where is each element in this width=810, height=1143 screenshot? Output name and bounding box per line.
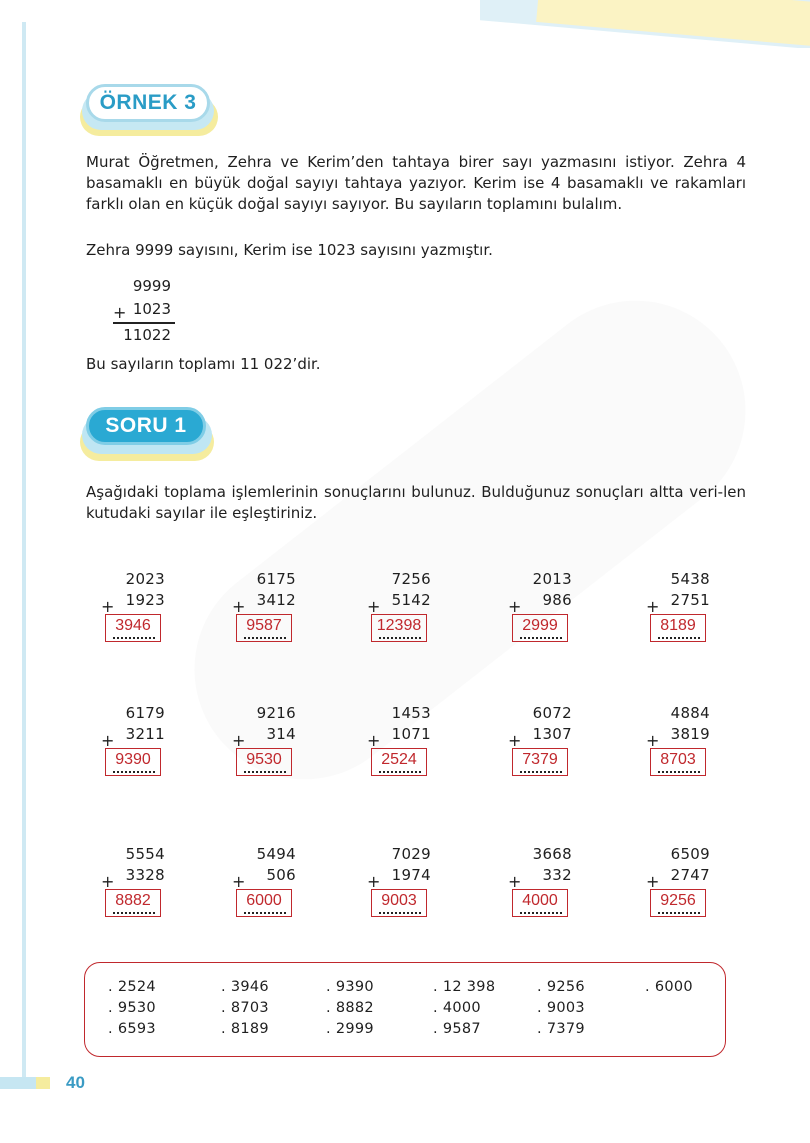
answer-option: . 2524 xyxy=(108,979,156,995)
addend-1: 6509 xyxy=(670,845,710,863)
answer-dotted-line xyxy=(520,637,562,639)
addition-problem xyxy=(508,570,582,650)
addend-2: 506 xyxy=(266,866,296,884)
plus-sign: + xyxy=(101,597,115,616)
answer-dotted-line xyxy=(658,912,700,914)
addition-problem xyxy=(101,570,175,650)
answer-dotted-line xyxy=(244,912,286,914)
plus-sign: + xyxy=(508,597,522,616)
answer-dotted-line xyxy=(113,637,155,639)
answer-option: . 3946 xyxy=(221,979,269,995)
handwritten-answer: 9390 xyxy=(115,751,151,768)
plus-sign: + xyxy=(646,597,660,616)
answer-option: . 6000 xyxy=(645,979,693,995)
answer-options-box xyxy=(84,962,726,1057)
question-badge: SORU 1 xyxy=(86,407,206,445)
answer-option: . 9390 xyxy=(326,979,374,995)
plus-sign: + xyxy=(232,731,246,750)
answer-option: . 9003 xyxy=(537,1000,585,1016)
addend-1: 5438 xyxy=(670,570,710,588)
answer-dotted-line xyxy=(658,771,700,773)
answer-option: . 8882 xyxy=(326,1000,374,1016)
plus-sign: + xyxy=(367,872,381,891)
addend-1: 6179 xyxy=(125,704,165,722)
addition-problem xyxy=(367,845,441,925)
handwritten-answer: 3946 xyxy=(115,617,151,634)
addend-2: 314 xyxy=(266,725,296,743)
addition-problem xyxy=(101,704,175,784)
addition-problem xyxy=(367,704,441,784)
addend-1: 9216 xyxy=(256,704,296,722)
footer-bar-yellow xyxy=(36,1077,50,1089)
addend-1: 5554 xyxy=(125,845,165,863)
addition-problem xyxy=(367,570,441,650)
handwritten-answer: 8703 xyxy=(660,751,696,768)
answer-dotted-line xyxy=(244,771,286,773)
plus-sign: + xyxy=(646,872,660,891)
addend-1: 7256 xyxy=(391,570,431,588)
addition-problem xyxy=(232,845,306,925)
plus-sign: + xyxy=(232,597,246,616)
answer-dotted-line xyxy=(379,771,421,773)
answer-dotted-line xyxy=(113,771,155,773)
example-sum-line xyxy=(113,322,175,324)
addend-2: 3328 xyxy=(125,866,165,884)
answer-dotted-line xyxy=(520,912,562,914)
example-result-text: Bu sayıların toplamı 11 022’dir. xyxy=(86,355,321,373)
addend-1: 5494 xyxy=(256,845,296,863)
footer-bar-blue xyxy=(0,1077,36,1089)
handwritten-answer: 7379 xyxy=(522,751,558,768)
addend-1: 1453 xyxy=(391,704,431,722)
page-number: 40 xyxy=(66,1073,85,1092)
addend-2: 5142 xyxy=(391,591,431,609)
addend-2: 3819 xyxy=(670,725,710,743)
handwritten-answer: 6000 xyxy=(246,892,282,909)
addition-problem xyxy=(646,704,720,784)
addition-problem xyxy=(101,845,175,925)
plus-sign: + xyxy=(101,872,115,891)
addend-2: 2747 xyxy=(670,866,710,884)
example-badge: ÖRNEK 3 xyxy=(86,84,210,122)
plus-sign: + xyxy=(508,872,522,891)
example-sum: 11022 xyxy=(123,326,171,344)
addition-problem xyxy=(646,845,720,925)
addend-2: 1307 xyxy=(532,725,572,743)
addend-1: 2013 xyxy=(532,570,572,588)
addend-2: 1974 xyxy=(391,866,431,884)
answer-dotted-line xyxy=(379,912,421,914)
handwritten-answer: 9256 xyxy=(660,892,696,909)
answer-option: . 9587 xyxy=(433,1021,481,1037)
addition-problem xyxy=(232,570,306,650)
addend-1: 4884 xyxy=(670,704,710,722)
answer-dotted-line xyxy=(113,912,155,914)
example-plus-sign: + xyxy=(113,303,127,322)
handwritten-answer: 9587 xyxy=(246,617,282,634)
answer-dotted-line xyxy=(520,771,562,773)
handwritten-answer: 8882 xyxy=(115,892,151,909)
addend-1: 6072 xyxy=(532,704,572,722)
example-addend-1: 9999 xyxy=(132,277,171,295)
plus-sign: + xyxy=(646,731,660,750)
example-addend-2: 1023 xyxy=(132,300,171,318)
addend-2: 3412 xyxy=(256,591,296,609)
handwritten-answer: 9003 xyxy=(381,892,417,909)
handwritten-answer: 2999 xyxy=(522,617,558,634)
handwritten-answer: 9530 xyxy=(246,751,282,768)
answer-option: . 7379 xyxy=(537,1021,585,1037)
answer-option: . 6593 xyxy=(108,1021,156,1037)
handwritten-answer: 2524 xyxy=(381,751,417,768)
question-text: Aşağıdaki toplama işlemlerinin sonuçlarını bulunuz. Bulduğunuz sonuçları altta veri-len kutudaki sayılar ile eşleştiriniz. xyxy=(86,483,746,522)
handwritten-answer: 12398 xyxy=(376,617,422,634)
answer-option: . 8703 xyxy=(221,1000,269,1016)
addend-2: 1071 xyxy=(391,725,431,743)
addend-1: 7029 xyxy=(391,845,431,863)
addition-problem xyxy=(232,704,306,784)
answer-option: . 2999 xyxy=(326,1021,374,1037)
example-given-text: Zehra 9999 sayısını, Kerim ise 1023 sayısını yazmıştır. xyxy=(86,241,493,259)
addend-2: 1923 xyxy=(125,591,165,609)
addition-problem xyxy=(646,570,720,650)
example-intro-text: Murat Öğretmen, Zehra ve Kerim’den tahtaya birer sayı yazmasını istiyor. Zehra 4 basamaklı en büyük doğal sayıyı tahtaya yazıyor. Kerim ise 4 basamaklı ve rakamları farklı olan en küçük doğal sayıyı sayıyor. Bu sayıların toplamını bulalım. xyxy=(86,153,746,213)
addend-1: 6175 xyxy=(256,570,296,588)
plus-sign: + xyxy=(508,731,522,750)
frame-line-left xyxy=(22,22,26,1082)
addition-problem xyxy=(508,704,582,784)
addend-1: 2023 xyxy=(125,570,165,588)
corner-decoration xyxy=(480,0,810,48)
addend-2: 986 xyxy=(542,591,572,609)
handwritten-answer: 4000 xyxy=(522,892,558,909)
addend-2: 3211 xyxy=(125,725,165,743)
plus-sign: + xyxy=(101,731,115,750)
answer-option: . 9256 xyxy=(537,979,585,995)
answer-dotted-line xyxy=(379,637,421,639)
plus-sign: + xyxy=(367,597,381,616)
answer-dotted-line xyxy=(244,637,286,639)
answer-option: . 4000 xyxy=(433,1000,481,1016)
plus-sign: + xyxy=(232,872,246,891)
answer-option: . 9530 xyxy=(108,1000,156,1016)
answer-option: . 12 398 xyxy=(433,979,496,995)
addend-2: 332 xyxy=(542,866,572,884)
handwritten-answer: 8189 xyxy=(660,617,696,634)
answer-option: . 8189 xyxy=(221,1021,269,1037)
addend-1: 3668 xyxy=(532,845,572,863)
addition-problem xyxy=(508,845,582,925)
answer-dotted-line xyxy=(658,637,700,639)
addend-2: 2751 xyxy=(670,591,710,609)
plus-sign: + xyxy=(367,731,381,750)
